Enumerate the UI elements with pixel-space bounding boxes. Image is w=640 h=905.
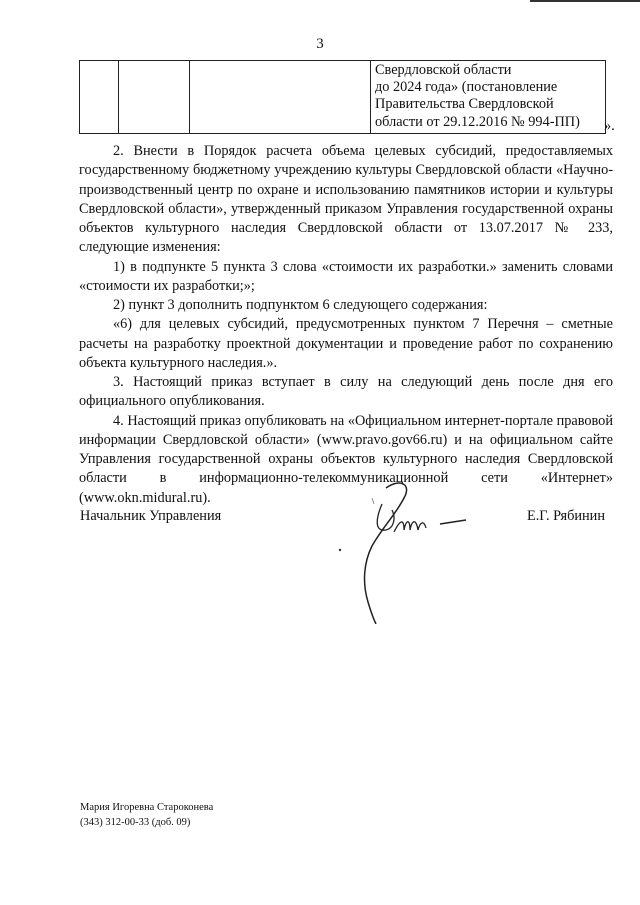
page-number: 3 [316,36,324,52]
paragraph-quoted-subitem-6: «6) для целевых субсидий, предусмотренных пунктом 7 Перечня – сметные расчеты на разработку проектной документации и проведение работ по сохранению объекта культурного наследия.». [79,316,613,371]
signatory-name: Е.Г. Рябинин [527,508,605,524]
executor-phone: (343) 312-00-33 (доб. 09) [80,817,191,828]
table-cell-empty-3 [190,61,371,134]
paragraph-subitem-1: 1) в подпункте 5 пункта 3 слова «стоимости их разработки.» заменить словами «стоимости их разработки;»; [79,258,613,294]
table-cell-line: Свердловской области [375,62,512,78]
table-fragment [79,60,606,134]
handwritten-signature [338,474,478,624]
top-edge-line [530,0,640,2]
executor-name: Мария Игоревна Староконева [80,802,214,813]
table-cell-empty-1 [80,61,119,134]
executor-contact [80,800,213,830]
paragraph-item-2: 2. Внести в Порядок расчета объема целевых субсидий, предоставляемых государственному бюджетному учреждению культуры Свердловской области «Научно-производственный центр по охране и использованию памятников истории и культуры Свердловской области», утвержденный приказом Управления государственной охраны объектов культурного наследия Свердловской области от 13.07.2017 № 233, следующие изменения: [79,143,613,256]
table-cell-line: до 2024 года» (постановление [375,79,558,96]
table-cell-line: области от 29.12.2016 № 994-ПП) [375,113,580,130]
paragraph-item-3: 3. Настоящий приказ вступает в силу на следующий день после дня его официального опубликования. [79,374,613,410]
table-cell-empty-2 [119,61,190,134]
signatory-title: Начальник Управления [80,508,222,524]
paragraph-subitem-2: 2) пункт 3 дополнить подпунктом 6 следующего содержания: [113,297,488,313]
table-closing-quote: ». [604,118,615,134]
table-row [80,61,606,134]
paragraph-item-4: 4. Настоящий приказ опубликовать на «Официальном интернет-портале правовой информации Свердловской области» (www.pravo.gov66.ru) и на официальном сайте Управления государственной охраны объектов культурного наследия Свердловской области в информационно-телекоммуникационной сети «Интернет» (www.okn.midural.ru). [79,412,613,506]
table-cell-text [371,61,606,134]
table-cell-line: Правительства Свердловской [375,96,554,113]
document-body [79,142,613,508]
